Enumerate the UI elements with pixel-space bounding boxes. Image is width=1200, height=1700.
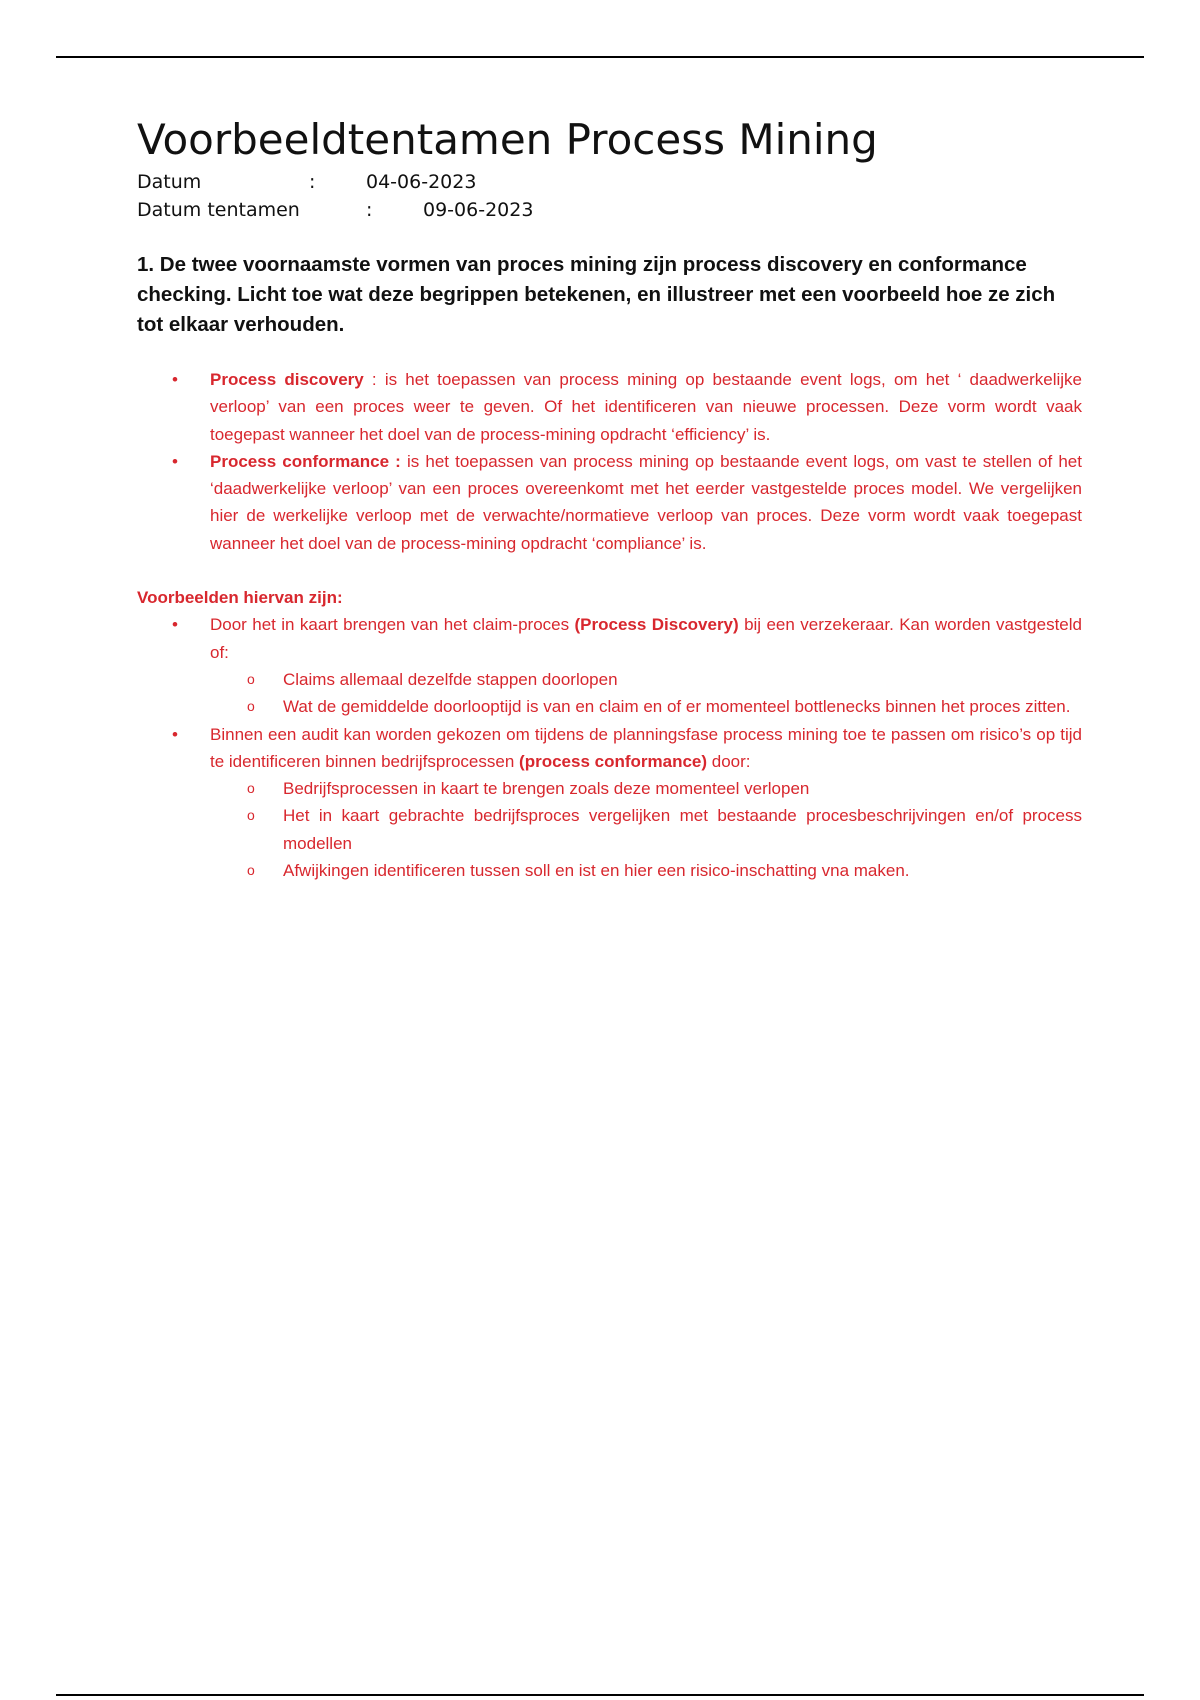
- examples-heading: Voorbeelden hiervan zijn:: [137, 588, 343, 608]
- circle-bullet-icon: o: [247, 862, 255, 879]
- example-text: door:: [707, 751, 751, 771]
- meta-exam-date-label: Datum tentamen: [137, 199, 300, 221]
- bullet-icon: •: [172, 724, 178, 744]
- example-bold: (Process Discovery): [574, 615, 739, 635]
- sub-item: [210, 693, 1082, 720]
- example-text: Binnen een audit kan worden gekozen om tijdens de planningsfase process mining toe te passen om risico’s op tijd te identificeren binnen bedrijfsprocessen: [210, 724, 1082, 771]
- definition-discovery: [137, 366, 1082, 448]
- sub-item-text: Claims allemaal dezelfde stappen doorlopen: [283, 669, 618, 689]
- example-bold: (process conformance): [519, 751, 708, 771]
- sub-item-text: Bedrijfsprocessen in kaart te brengen zoals deze momenteel verlopen: [283, 779, 810, 799]
- bullet-icon: •: [172, 451, 178, 471]
- definition-conformance: [137, 448, 1082, 557]
- document-title: Voorbeeldtentamen Process Mining: [137, 115, 878, 164]
- sub-item: [210, 802, 1082, 857]
- sub-item: [210, 666, 1082, 693]
- sub-item: [210, 857, 1082, 884]
- bullet-icon: •: [172, 615, 178, 635]
- sub-item: [210, 775, 1082, 802]
- sub-item-text: Wat de gemiddelde doorlooptijd is van en claim en of er momenteel bottlenecks binnen het proces zitten.: [283, 697, 1071, 717]
- circle-bullet-icon: o: [247, 698, 255, 715]
- example-item-discovery: [137, 611, 1082, 720]
- example-text: Door het in kaart brengen van het claim-proces: [210, 615, 575, 635]
- sub-list: [210, 775, 1082, 884]
- meta-exam-date: [137, 196, 1082, 224]
- circle-bullet-icon: o: [247, 780, 255, 797]
- meta-exam-date-sep: :: [366, 199, 373, 221]
- meta-date-sep: :: [309, 171, 316, 193]
- example-text: bij een verzekeraar. Kan worden vastgesteld of:: [210, 615, 1082, 662]
- bottom-rule: [56, 1694, 1144, 1696]
- document-body: [137, 112, 1082, 884]
- definition-list: [137, 366, 1082, 557]
- bullet-icon: •: [172, 370, 178, 389]
- sub-item-text: Afwijkingen identificeren tussen soll en ist en hier een risico-inschatting vna maken.: [283, 861, 910, 881]
- definition-term: Process discovery: [210, 370, 364, 389]
- meta-date-value: 04-06-2023: [366, 171, 477, 193]
- question-1: 1. De twee voornaamste vormen van proces mining zijn process discovery en conformance checking. Licht toe wat deze begrippen betekenen, en illustreer met een voorbeeld hoe ze zich tot elkaar verhouden.: [137, 253, 1056, 336]
- meta-date-label: Datum: [137, 171, 202, 193]
- meta-exam-date-value: 09-06-2023: [423, 199, 534, 221]
- sub-item-text: Het in kaart gebrachte bedrijfsproces vergelijken met bestaande procesbeschrijvingen en/of process modellen: [283, 806, 1082, 853]
- definition-term: Process conformance :: [210, 451, 401, 471]
- answer-block: [137, 366, 1082, 884]
- examples-list: [137, 611, 1082, 884]
- sub-list: [210, 666, 1082, 721]
- circle-bullet-icon: o: [247, 807, 255, 824]
- definition-text: is het toepassen van process mining op bestaande event logs, om vast te stellen of het ‘daadwerkelijke verloop’ van een proces overeenkomt met het eerder vastgestelde proces model. We vergelijken hier de werkelijke verloop met de verwachte/normatieve verloop van proces. Deze vorm wordt vaak toegepast wanneer het doel van de process-mining opdracht ‘compliance’ is.: [210, 451, 1082, 553]
- top-rule: [56, 56, 1144, 58]
- circle-bullet-icon: o: [247, 670, 255, 687]
- definition-text: : is het toepassen van process mining op bestaande event logs, om het ‘ daadwerkelijke verloop’ van een proces weer te geven. Of het identificeren van nieuwe processen. Deze vorm wordt vaak toegepast wanneer het doel van de process-mining opdracht ‘efficiency’ is.: [210, 370, 1082, 444]
- example-item-conformance: [137, 721, 1082, 885]
- meta-date: [137, 168, 1082, 196]
